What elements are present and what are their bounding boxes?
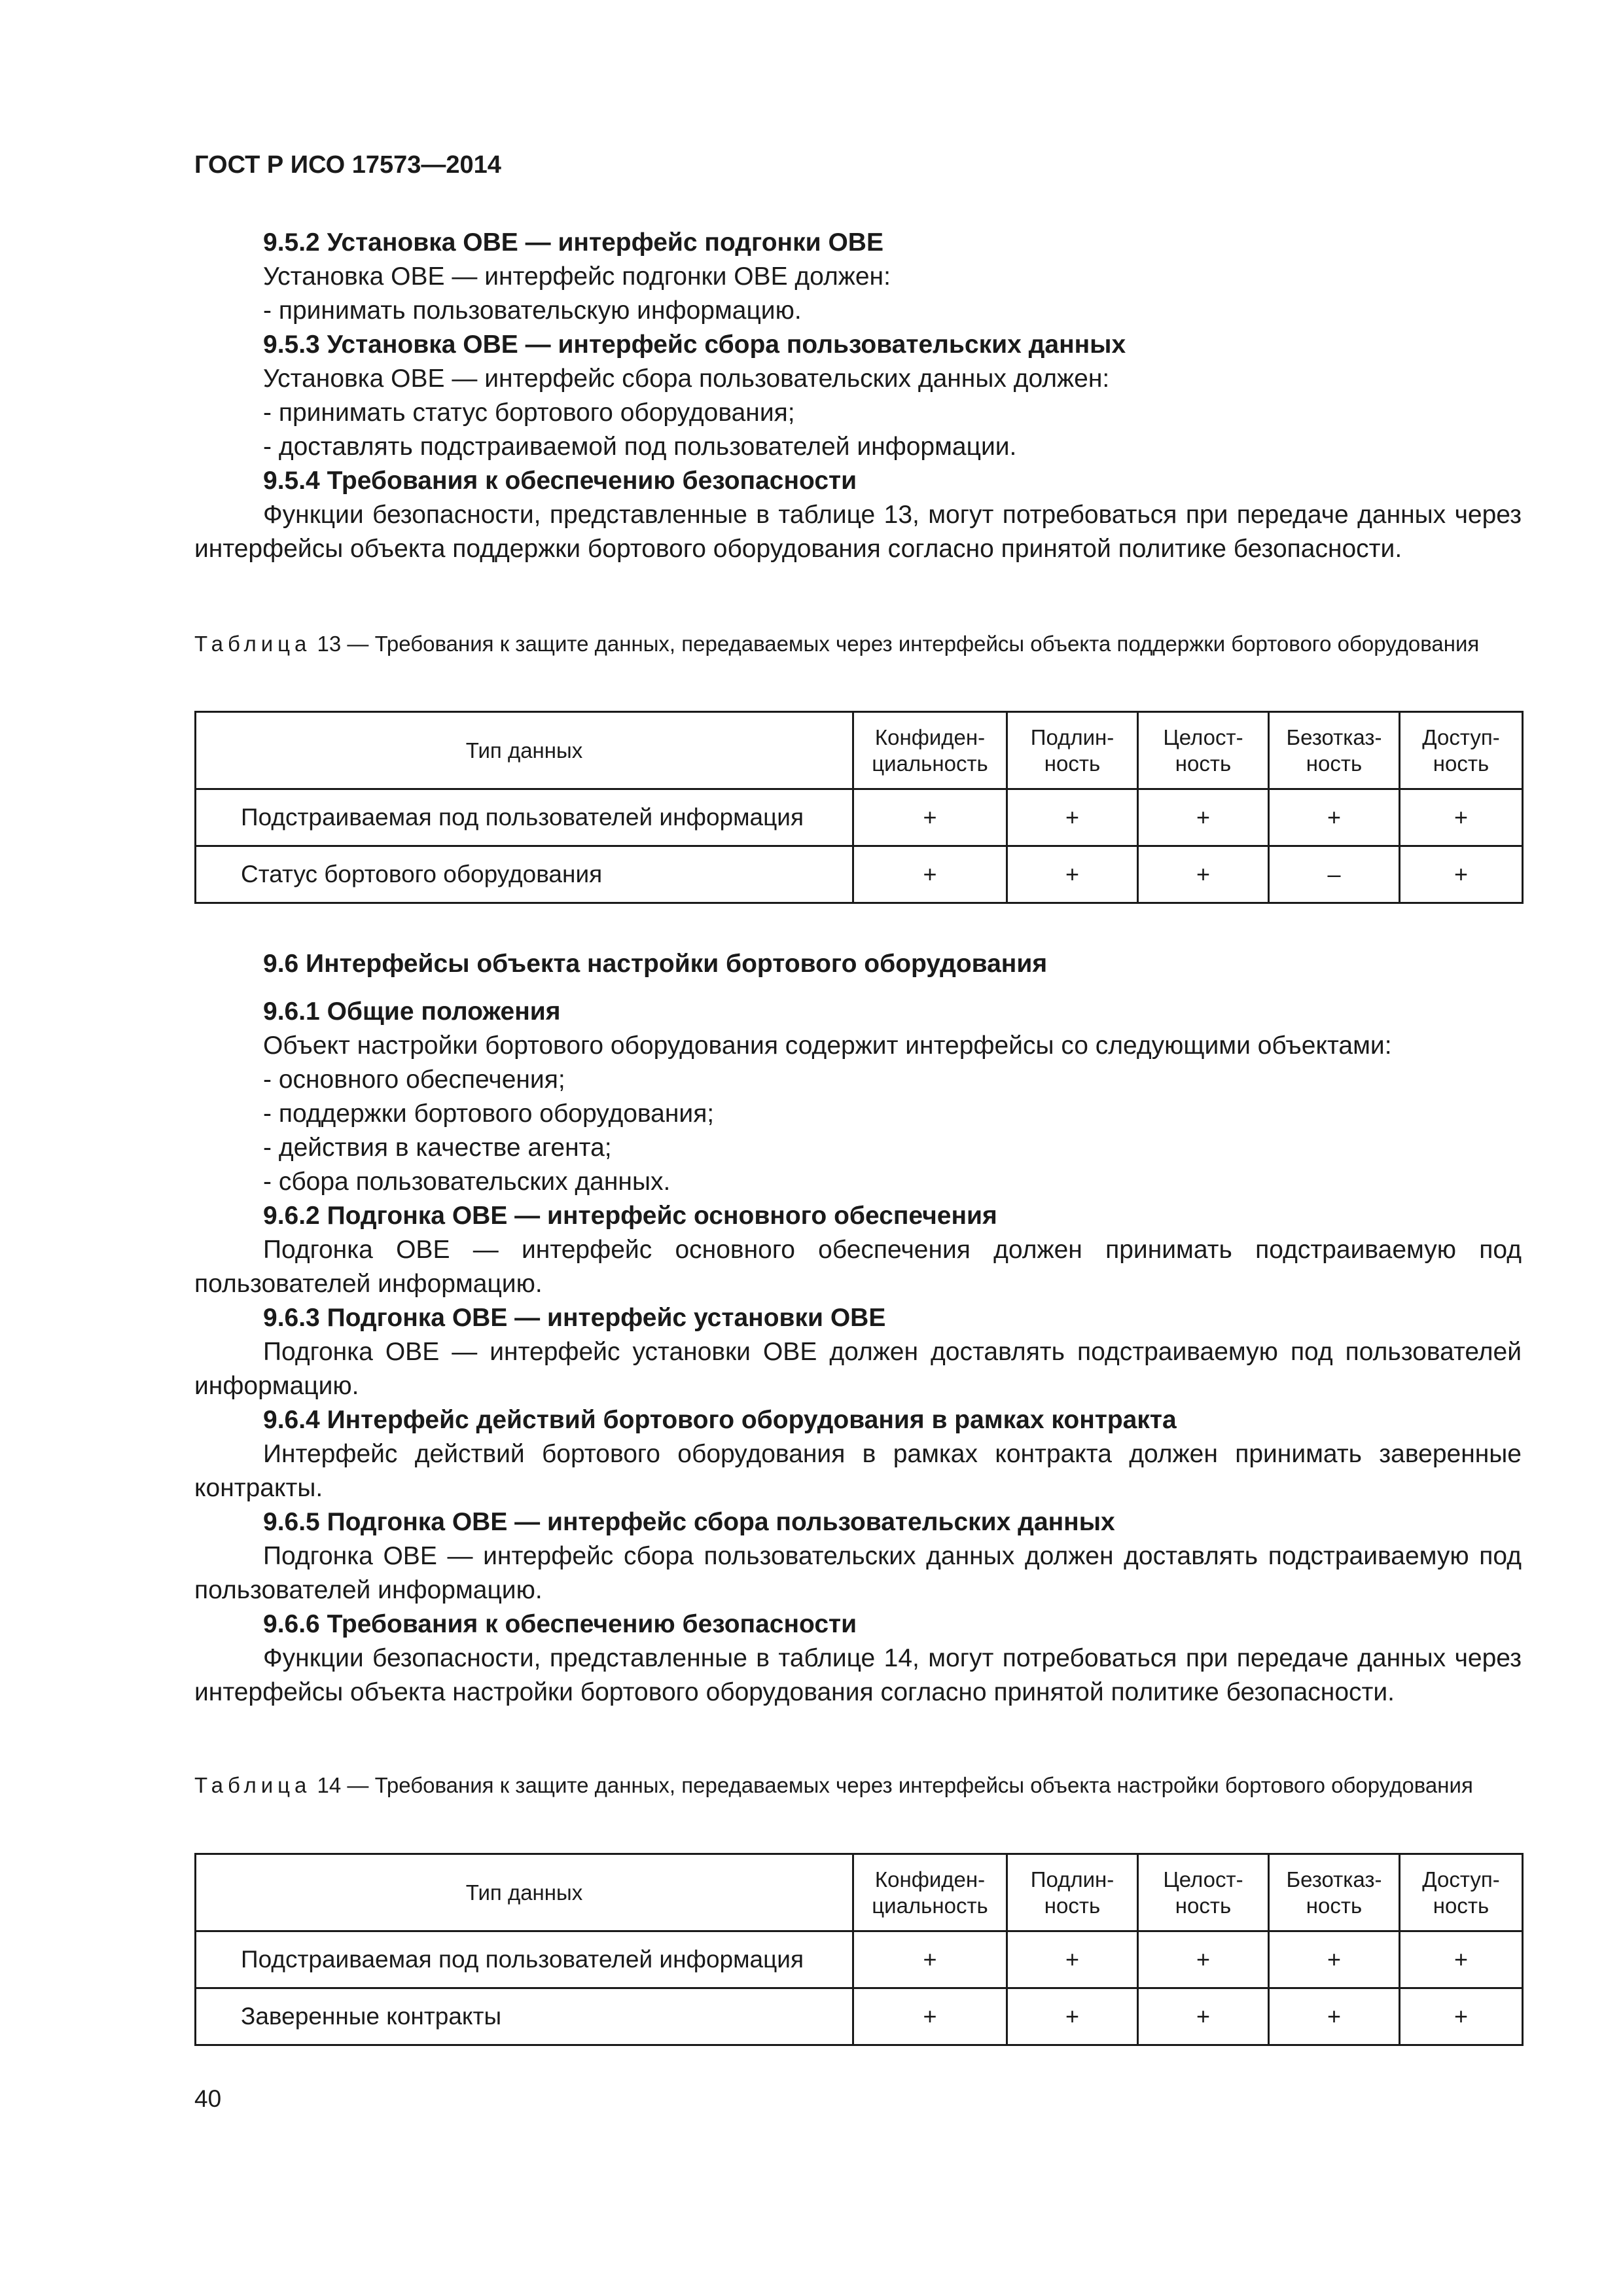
table-cell: + [853, 846, 1007, 903]
table-14 [194, 1853, 1524, 2046]
column-header: Тип данных [196, 1854, 853, 1931]
heading-9-6-3: 9.6.3 Подгонка ОВЕ — интерфейс установки ОВЕ [263, 1304, 886, 1332]
table-cell: + [1400, 789, 1523, 846]
table-cell: Подстраиваемая под пользователей информация [196, 1931, 853, 1988]
column-header: Целост-ность [1138, 1854, 1269, 1931]
table-header-row [196, 1854, 1523, 1931]
paragraph-9-6-1: Объект настройки бортового оборудования содержит интерфейсы со следующими объектами: [263, 1031, 1392, 1060]
list-item: - сбора пользовательских данных. [263, 1168, 671, 1196]
table-cell: + [1269, 1931, 1400, 1988]
table-13-caption-text: 13 — Требования к защите данных, передаваемых через интерфейсы объекта поддержки бортового оборудования [311, 632, 1480, 656]
table-cell: + [853, 789, 1007, 846]
heading-9-5-3: 9.5.3 Установка ОВЕ — интерфейс сбора пользовательских данных [263, 331, 1126, 359]
column-header: Тип данных [196, 712, 853, 789]
paragraph-9-6-5: Подгонка ОВЕ — интерфейс сбора пользовательских данных должен доставлять подстраиваемую под пользователей информацию. [194, 1542, 1522, 1604]
list-item: - основного обеспечения; [263, 1066, 565, 1094]
column-header: Конфиден-циальность [853, 712, 1007, 789]
table-13-caption [194, 630, 1522, 658]
column-header: Целост-ность [1138, 712, 1269, 789]
paragraph-9-6-3: Подгонка ОВЕ — интерфейс установки ОВЕ должен доставлять подстраиваемую под пользователей информацию. [194, 1338, 1522, 1400]
table-14-caption-text: 14 — Требования к защите данных, передаваемых через интерфейсы объекта настройки бортового оборудования [311, 1773, 1473, 1797]
table-cell: + [1138, 846, 1269, 903]
table-cell: + [1138, 1988, 1269, 2045]
column-header: Доступ-ность [1400, 712, 1523, 789]
section-9-5-block [194, 226, 1522, 566]
heading-9-6-5: 9.6.5 Подгонка ОВЕ — интерфейс сбора пользовательских данных [263, 1508, 1115, 1536]
table-cell: + [1269, 1988, 1400, 2045]
paragraph-9-5-4: Функции безопасности, представленные в таблице 13, могут потребоваться при передаче данных через интерфейсы объекта поддержки бортового оборудования согласно принятой политике безопасности. [194, 501, 1522, 563]
table-cell: Заверенные контракты [196, 1988, 853, 2045]
table-cell: Статус бортового оборудования [196, 846, 853, 903]
table-cell: + [1007, 789, 1138, 846]
page-number: 40 [194, 2085, 222, 2112]
table-cell: – [1269, 846, 1400, 903]
column-header: Подлин-ность [1007, 712, 1138, 789]
table-cell: + [1400, 1931, 1523, 1988]
table-header-row [196, 712, 1523, 789]
table-row [196, 1931, 1523, 1988]
table-cell: + [1400, 846, 1523, 903]
list-item: - действия в качестве агента; [263, 1134, 612, 1162]
paragraph-9-5-3: Установка ОВЕ — интерфейс сбора пользовательских данных должен: [263, 365, 1110, 393]
table-row [196, 1988, 1523, 2045]
heading-9-6: 9.6 Интерфейсы объекта настройки бортового оборудования [263, 950, 1048, 978]
table-cell: + [853, 1931, 1007, 1988]
heading-9-6-2: 9.6.2 Подгонка ОВЕ — интерфейс основного обеспечения [263, 1202, 997, 1230]
column-header: Конфиден-циальность [853, 1854, 1007, 1931]
list-item: - принимать пользовательскую информацию. [263, 296, 802, 325]
table-cell: + [1269, 789, 1400, 846]
list-item: - принимать статус бортового оборудования; [263, 399, 795, 427]
paragraph-9-5-2: Установка ОВЕ — интерфейс подгонки ОВЕ должен: [263, 262, 891, 291]
paragraph-9-6-2: Подгонка ОВЕ — интерфейс основного обеспечения должен принимать подстраиваемую под пользователей информацию. [194, 1236, 1522, 1298]
column-header: Подлин-ность [1007, 1854, 1138, 1931]
heading-9-5-2: 9.5.2 Установка ОВЕ — интерфейс подгонки ОВЕ [263, 228, 883, 257]
table-14-caption [194, 1771, 1522, 1800]
table-cell: Подстраиваемая под пользователей информация [196, 789, 853, 846]
paragraph-9-6-6: Функции безопасности, представленные в таблице 14, могут потребоваться при передаче данных через интерфейсы объекта настройки бортового оборудования согласно принятой политике безопасности. [194, 1644, 1522, 1706]
table-cell: + [1007, 1931, 1138, 1988]
table-row [196, 846, 1523, 903]
list-item: - доставлять подстраиваемой под пользователей информации. [263, 433, 1017, 461]
table-cell: + [1007, 846, 1138, 903]
table-14-caption-label: Таблица [194, 1773, 312, 1797]
column-header: Безотказ-ность [1269, 712, 1400, 789]
heading-9-6-1: 9.6.1 Общие положения [263, 997, 561, 1026]
table-cell: + [1138, 789, 1269, 846]
column-header: Доступ-ность [1400, 1854, 1523, 1931]
document-header: ГОСТ Р ИСО 17573—2014 [194, 151, 501, 179]
heading-9-5-4: 9.5.4 Требования к обеспечению безопасности [263, 467, 857, 495]
column-header: Безотказ-ность [1269, 1854, 1400, 1931]
section-9-6-block [194, 947, 1522, 1710]
list-item: - поддержки бортового оборудования; [263, 1100, 715, 1128]
table-cell: + [1138, 1931, 1269, 1988]
table-row [196, 789, 1523, 846]
table-cell: + [1400, 1988, 1523, 2045]
table-cell: + [1007, 1988, 1138, 2045]
heading-9-6-4: 9.6.4 Интерфейс действий бортового оборудования в рамках контракта [263, 1406, 1177, 1434]
table-13 [194, 711, 1524, 904]
table-cell: + [853, 1988, 1007, 2045]
paragraph-9-6-4: Интерфейс действий бортового оборудования в рамках контракта должен принимать заверенные контракты. [194, 1440, 1522, 1502]
table-13-caption-label: Таблица [194, 632, 312, 656]
heading-9-6-6: 9.6.6 Требования к обеспечению безопасности [263, 1610, 857, 1638]
